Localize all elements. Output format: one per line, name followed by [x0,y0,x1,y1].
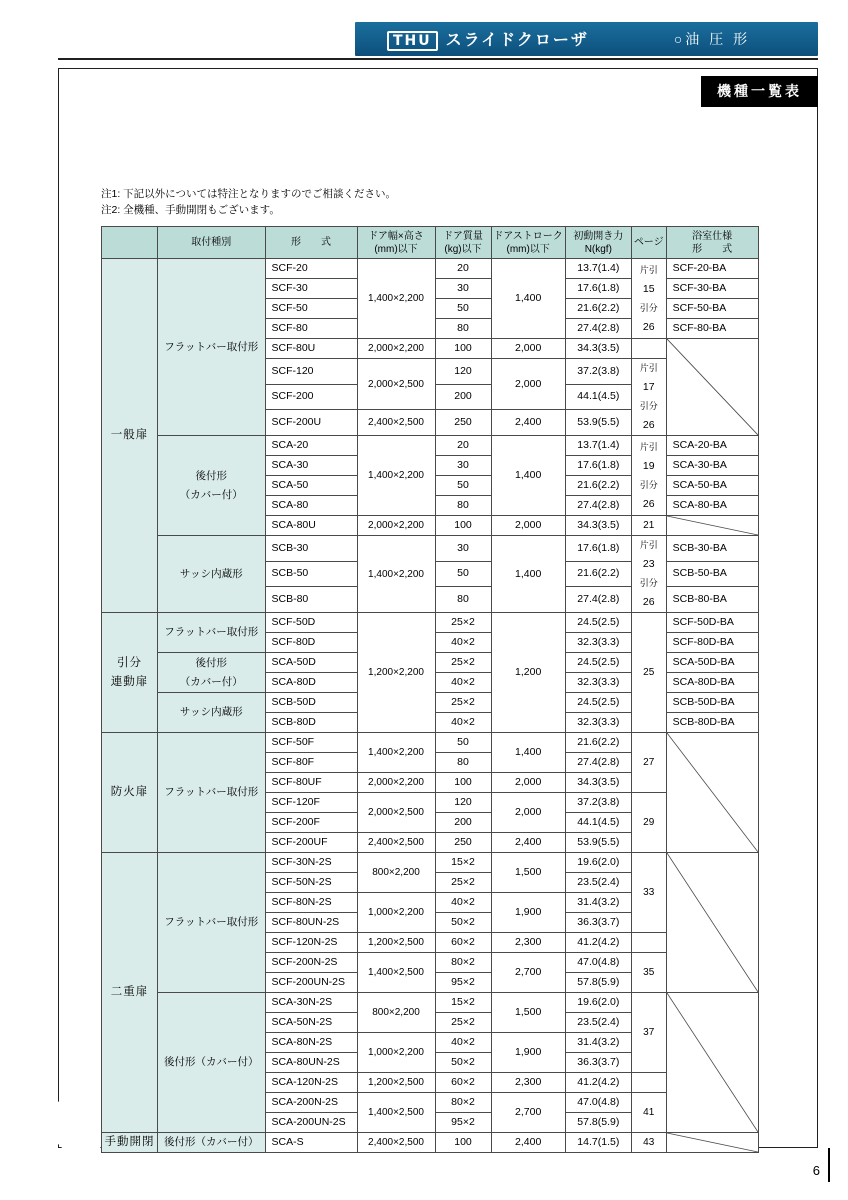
door-mass: 50 [435,561,491,587]
model-name: SCA-50D [265,653,357,673]
door-mass: 200 [435,384,491,410]
door-mass: 20 [435,436,491,456]
mount-sash-1: サッシ内蔵形 [158,536,266,613]
door-size: 1,400×2,500 [357,953,435,993]
page-ref: 21 [631,516,666,536]
door-mass: 120 [435,359,491,385]
door-stroke: 1,900 [491,1033,565,1073]
open-force: 41.2(4.2) [565,933,631,953]
model-name: SCF-120N-2S [265,933,357,953]
bath-model: SCB-50D-BA [666,693,758,713]
open-force: 53.9(5.5) [565,833,631,853]
open-force: 14.7(1.5) [565,1133,631,1153]
open-force: 37.2(3.8) [565,793,631,813]
model-name: SCF-200N-2S [265,953,357,973]
bath-model: SCF-80-BA [666,319,758,339]
page-ref [631,339,666,359]
open-force: 27.4(2.8) [565,587,631,613]
open-force: 57.8(5.9) [565,973,631,993]
door-stroke: 2,000 [491,339,565,359]
model-name: SCF-200U [265,410,357,436]
door-size: 2,000×2,200 [357,773,435,793]
door-stroke: 2,400 [491,833,565,853]
type-label: ○油 圧 形 [673,31,751,47]
door-mass: 40×2 [435,673,491,693]
bath-model-empty [666,1133,758,1153]
bath-model: SCB-50-BA [666,561,758,587]
bath-model: SCF-50D-BA [666,613,758,633]
open-force: 17.6(1.8) [565,536,631,562]
page-number: 6 [812,1163,820,1178]
door-mass: 100 [435,1133,491,1153]
table-row [102,1133,759,1153]
door-stroke: 2,000 [491,359,565,410]
mount-retrofit-1: 後付形 （カバー付） [158,436,266,536]
page-ref: 片引 15 引分 26 [631,259,666,339]
model-name: SCF-200F [265,813,357,833]
door-mass: 15×2 [435,853,491,873]
door-stroke: 2,000 [491,516,565,536]
door-mass: 95×2 [435,1113,491,1133]
model-name: SCB-80D [265,713,357,733]
door-stroke: 1,400 [491,536,565,613]
table-row [102,993,759,1013]
model-name: SCF-80D [265,633,357,653]
table-row [102,613,759,633]
door-stroke: 1,400 [491,259,565,339]
brand-mark: THU [387,31,438,51]
model-name: SCA-120N-2S [265,1073,357,1093]
door-size: 1,000×2,200 [357,1033,435,1073]
model-name: SCF-20 [265,259,357,279]
open-force: 21.6(2.2) [565,476,631,496]
page-ref: 29 [631,793,666,853]
category-general-door: 一般扉 [102,259,158,613]
door-mass: 25×2 [435,693,491,713]
note-1: 注1: 下記以外については特注となりますのでご相談ください。 [101,188,396,200]
door-stroke: 2,400 [491,410,565,436]
header-page: ページ [631,227,666,259]
model-name: SCA-80 [265,496,357,516]
bath-model: SCA-80-BA [666,496,758,516]
door-mass: 25×2 [435,873,491,893]
door-mass: 250 [435,410,491,436]
open-force: 34.3(3.5) [565,339,631,359]
open-force: 53.9(5.5) [565,410,631,436]
mount-flatbar-4: フラットバー取付形 [158,853,266,993]
model-name: SCA-80N-2S [265,1033,357,1053]
notes-block [101,186,396,219]
door-mass: 100 [435,516,491,536]
door-stroke: 2,300 [491,1073,565,1093]
model-name: SCF-50D [265,613,357,633]
door-mass: 40×2 [435,1033,491,1053]
door-mass: 80×2 [435,953,491,973]
brand-logo [387,27,589,51]
spec-table-container [101,226,759,1153]
category-double-door: 二重扉 [102,853,158,1133]
door-size: 1,400×2,200 [357,259,435,339]
door-mass: 15×2 [435,993,491,1013]
open-force: 27.4(2.8) [565,753,631,773]
door-stroke: 2,700 [491,953,565,993]
model-name: SCF-120F [265,793,357,813]
bath-model: SCB-80-BA [666,587,758,613]
header-door-mass: ドア質量 (kg)以下 [435,227,491,259]
door-stroke: 2,000 [491,793,565,833]
model-name: SCA-80D [265,673,357,693]
door-size: 1,400×2,200 [357,436,435,516]
model-name: SCA-80UN-2S [265,1053,357,1073]
header-door-size: ドア幅×高さ (mm)以下 [357,227,435,259]
door-mass: 40×2 [435,713,491,733]
door-mass: 25×2 [435,1013,491,1033]
bath-model: SCA-50D-BA [666,653,758,673]
model-name: SCF-30 [265,279,357,299]
model-name: SCF-80F [265,753,357,773]
open-force: 32.3(3.3) [565,673,631,693]
door-mass: 250 [435,833,491,853]
open-force: 21.6(2.2) [565,561,631,587]
door-mass: 80 [435,753,491,773]
door-stroke: 2,400 [491,1133,565,1153]
brand-name: スライドクローザ [445,30,589,49]
door-stroke: 2,700 [491,1093,565,1133]
bath-model: SCF-80D-BA [666,633,758,653]
door-mass: 20 [435,259,491,279]
door-size: 1,200×2,500 [357,1073,435,1093]
note-2: 注2: 全機種、手動開閉もございます。 [101,204,280,217]
bath-model: SCB-80D-BA [666,713,758,733]
page-ref: 35 [631,953,666,993]
model-name: SCF-50N-2S [265,873,357,893]
mount-flatbar-1: フラットバー取付形 [158,259,266,436]
model-name: SCF-80UF [265,773,357,793]
model-name: SCF-80U [265,339,357,359]
bath-model: SCB-30-BA [666,536,758,562]
page-ref: 41 [631,1093,666,1133]
open-force: 47.0(4.8) [565,953,631,973]
door-size: 1,400×2,200 [357,536,435,613]
page-ref: 43 [631,1133,666,1153]
model-name: SCA-200UN-2S [265,1113,357,1133]
door-mass: 120 [435,793,491,813]
model-name: SCF-50F [265,733,357,753]
model-name: SCF-80 [265,319,357,339]
page-ref: 25 [631,613,666,733]
header-bath-spec: 浴室仕様 形 式 [666,227,758,259]
door-stroke: 1,400 [491,733,565,773]
page-ref: 片引 23 引分 26 [631,536,666,613]
mount-retrofit-3: 後付形（カバー付） [158,993,266,1133]
model-name: SCF-200UN-2S [265,973,357,993]
page-ref [631,933,666,953]
model-name: SCF-120 [265,359,357,385]
door-mass: 60×2 [435,933,491,953]
header-open-force: 初動開き力 N(kgf) [565,227,631,259]
category-manual: 手動開閉 [102,1133,158,1153]
open-force: 24.5(2.5) [565,613,631,633]
door-mass: 95×2 [435,973,491,993]
door-mass: 50×2 [435,1053,491,1073]
model-name: SCF-80UN-2S [265,913,357,933]
door-size: 1,400×2,500 [357,1093,435,1133]
open-force: 32.3(3.3) [565,633,631,653]
door-size: 2,400×2,500 [357,1133,435,1153]
door-size: 800×2,200 [357,853,435,893]
door-mass: 30 [435,279,491,299]
bath-model-empty [666,993,758,1133]
page-ref: 27 [631,733,666,793]
open-force: 57.8(5.9) [565,1113,631,1133]
model-name: SCB-30 [265,536,357,562]
open-force: 34.3(3.5) [565,773,631,793]
model-name: SCA-20 [265,436,357,456]
open-force: 13.7(1.4) [565,436,631,456]
bath-model: SCF-30-BA [666,279,758,299]
page-ref: 37 [631,993,666,1073]
model-name: SCF-200UF [265,833,357,853]
mount-flatbar-2: フラットバー取付形 [158,613,266,653]
mount-sash-2: サッシ内蔵形 [158,693,266,733]
door-mass: 30 [435,536,491,562]
door-mass: 80×2 [435,1093,491,1113]
header-brand-band [355,22,818,56]
door-mass: 40×2 [435,633,491,653]
door-mass: 50 [435,299,491,319]
bath-model: SCA-50-BA [666,476,758,496]
door-size: 2,000×2,500 [357,793,435,833]
open-force: 21.6(2.2) [565,733,631,753]
open-force: 17.6(1.8) [565,456,631,476]
bath-model-empty [666,339,758,436]
mount-retrofit-2: 後付形 （カバー付） [158,653,266,693]
open-force: 44.1(4.5) [565,813,631,833]
open-force: 31.4(3.2) [565,893,631,913]
open-force: 17.6(1.8) [565,279,631,299]
table-row [102,536,759,562]
door-size: 1,200×2,500 [357,933,435,953]
door-size: 2,400×2,500 [357,833,435,853]
page-ref: 33 [631,853,666,933]
bath-model: SCA-80D-BA [666,673,758,693]
model-name: SCA-80U [265,516,357,536]
section-tab: 機種一覧表 [701,76,818,107]
bath-model-empty [666,516,758,536]
door-mass: 100 [435,773,491,793]
open-force: 36.3(3.7) [565,913,631,933]
footer-rule [828,1148,830,1182]
open-force: 21.6(2.2) [565,299,631,319]
door-stroke: 2,000 [491,773,565,793]
header-mount-type: 取付種別 [158,227,266,259]
door-size: 1,200×2,200 [357,613,435,733]
page-ref [631,1073,666,1093]
door-mass: 25×2 [435,653,491,673]
page-ref: 片引 19 引分 26 [631,436,666,516]
door-mass: 100 [435,339,491,359]
open-force: 27.4(2.8) [565,496,631,516]
open-force: 24.5(2.5) [565,693,631,713]
open-force: 19.6(2.0) [565,853,631,873]
bath-model: SCF-50-BA [666,299,758,319]
door-stroke: 1,200 [491,613,565,733]
door-size: 2,000×2,500 [357,359,435,410]
table-row [102,733,759,753]
door-size: 800×2,200 [357,993,435,1033]
header-rule [58,58,818,60]
page-ref: 片引 17 引分 26 [631,359,666,436]
model-name: SCF-30N-2S [265,853,357,873]
door-stroke: 1,400 [491,436,565,516]
model-name: SCA-50N-2S [265,1013,357,1033]
model-name: SCA-30N-2S [265,993,357,1013]
open-force: 47.0(4.8) [565,1093,631,1113]
door-size: 2,400×2,500 [357,410,435,436]
door-stroke: 1,500 [491,993,565,1033]
table-row [102,259,759,279]
model-name: SCF-50 [265,299,357,319]
door-stroke: 2,300 [491,933,565,953]
table-header-row [102,227,759,259]
bath-model: SCA-20-BA [666,436,758,456]
spec-table [101,226,759,1153]
open-force: 41.2(4.2) [565,1073,631,1093]
bath-model: SCA-30-BA [666,456,758,476]
bath-model: SCF-20-BA [666,259,758,279]
mount-retrofit-4: 後付形（カバー付） [158,1133,266,1153]
door-mass: 200 [435,813,491,833]
open-force: 32.3(3.3) [565,713,631,733]
open-force: 36.3(3.7) [565,1053,631,1073]
table-row [102,853,759,873]
bath-model-empty [666,853,758,993]
door-mass: 50×2 [435,913,491,933]
table-body [102,259,759,1153]
door-mass: 80 [435,496,491,516]
bath-model-empty [666,733,758,853]
door-mass: 25×2 [435,613,491,633]
open-force: 19.6(2.0) [565,993,631,1013]
open-force: 13.7(1.4) [565,259,631,279]
open-force: 31.4(3.2) [565,1033,631,1053]
door-stroke: 1,900 [491,893,565,933]
door-mass: 50 [435,733,491,753]
open-force: 44.1(4.5) [565,384,631,410]
door-mass: 30 [435,456,491,476]
door-size: 2,000×2,200 [357,339,435,359]
open-force: 24.5(2.5) [565,653,631,673]
model-name: SCF-200 [265,384,357,410]
model-name: SCB-50 [265,561,357,587]
model-name: SCA-S [265,1133,357,1153]
header-door-stroke: ドアストローク (mm)以下 [491,227,565,259]
model-name: SCF-80N-2S [265,893,357,913]
model-name: SCA-200N-2S [265,1093,357,1113]
door-mass: 80 [435,319,491,339]
door-mass: 60×2 [435,1073,491,1093]
category-fire-door: 防火扉 [102,733,158,853]
door-size: 2,000×2,200 [357,516,435,536]
door-mass: 40×2 [435,893,491,913]
category-bi-parting-door: 引分 連動扉 [102,613,158,733]
model-name: SCA-50 [265,476,357,496]
model-name: SCA-30 [265,456,357,476]
table-row [102,436,759,456]
door-mass: 80 [435,587,491,613]
header-category [102,227,158,259]
model-name: SCB-50D [265,693,357,713]
header-model: 形 式 [265,227,357,259]
door-size: 1,000×2,200 [357,893,435,933]
door-stroke: 1,500 [491,853,565,893]
model-name: SCB-80 [265,587,357,613]
open-force: 23.5(2.4) [565,1013,631,1033]
open-force: 23.5(2.4) [565,873,631,893]
open-force: 27.4(2.8) [565,319,631,339]
open-force: 37.2(3.8) [565,359,631,385]
door-mass: 50 [435,476,491,496]
mount-flatbar-3: フラットバー取付形 [158,733,266,853]
door-size: 1,400×2,200 [357,733,435,773]
open-force: 34.3(3.5) [565,516,631,536]
